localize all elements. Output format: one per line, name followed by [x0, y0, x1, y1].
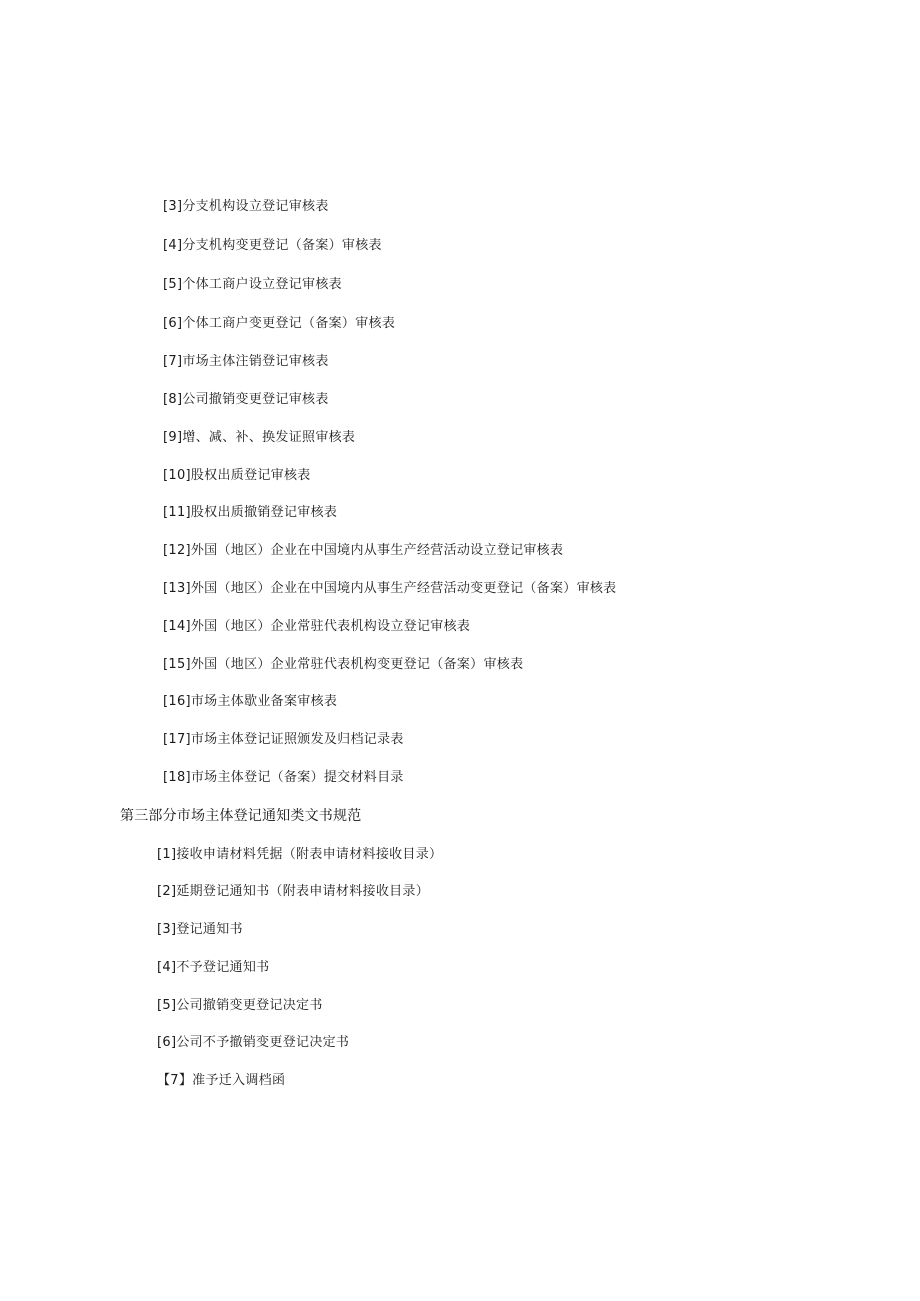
list-item: [9]增、减、补、换发证照审核表	[163, 430, 356, 445]
list-item: [5]个体工商户设立登记审核表	[163, 277, 342, 292]
list-item: [8]公司撤销变更登记审核表	[163, 392, 329, 407]
list-item: [13]外国（地区）企业在中国境内从事生产经营活动变更登记（备案）审核表	[163, 581, 617, 596]
list-item: [6]个体工商户变更登记（备案）审核表	[163, 316, 396, 331]
list-item: [5]公司撤销变更登记决定书	[157, 998, 323, 1013]
list-item: 【7】准予迁入调档函	[157, 1073, 286, 1088]
list-item: [15]外国（地区）企业常驻代表机构变更登记（备案）审核表	[163, 657, 524, 672]
list-item: [18]市场主体登记（备案）提交材料目录	[163, 770, 404, 785]
list-item: [16]市场主体歇业备案审核表	[163, 694, 338, 709]
list-item: [12]外国（地区）企业在中国境内从事生产经营活动设立登记审核表	[163, 543, 564, 558]
list-item: [11]股权出质撤销登记审核表	[163, 505, 338, 520]
list-item: [1]接收申请材料凭据（附表申请材料接收目录）	[157, 847, 443, 862]
section-heading: 第三部分市场主体登记通知类文书规范	[120, 808, 362, 824]
list-item: [2]延期登记通知书（附表申请材料接收目录）	[157, 884, 430, 899]
list-item: [3]分支机构设立登记审核表	[163, 199, 329, 214]
list-item: [6]公司不予撤销变更登记决定书	[157, 1035, 350, 1050]
list-item: [4]不予登记通知书	[157, 960, 270, 975]
list-item: [10]股权出质登记审核表	[163, 468, 311, 483]
list-item: [4]分支机构变更登记（备案）审核表	[163, 238, 382, 253]
list-item: [3]登记通知书	[157, 922, 243, 937]
list-item: [7]市场主体注销登记审核表	[163, 354, 329, 369]
list-item: [17]市场主体登记证照颁发及归档记录表	[163, 732, 404, 747]
list-item: [14]外国（地区）企业常驻代表机构设立登记审核表	[163, 619, 471, 634]
